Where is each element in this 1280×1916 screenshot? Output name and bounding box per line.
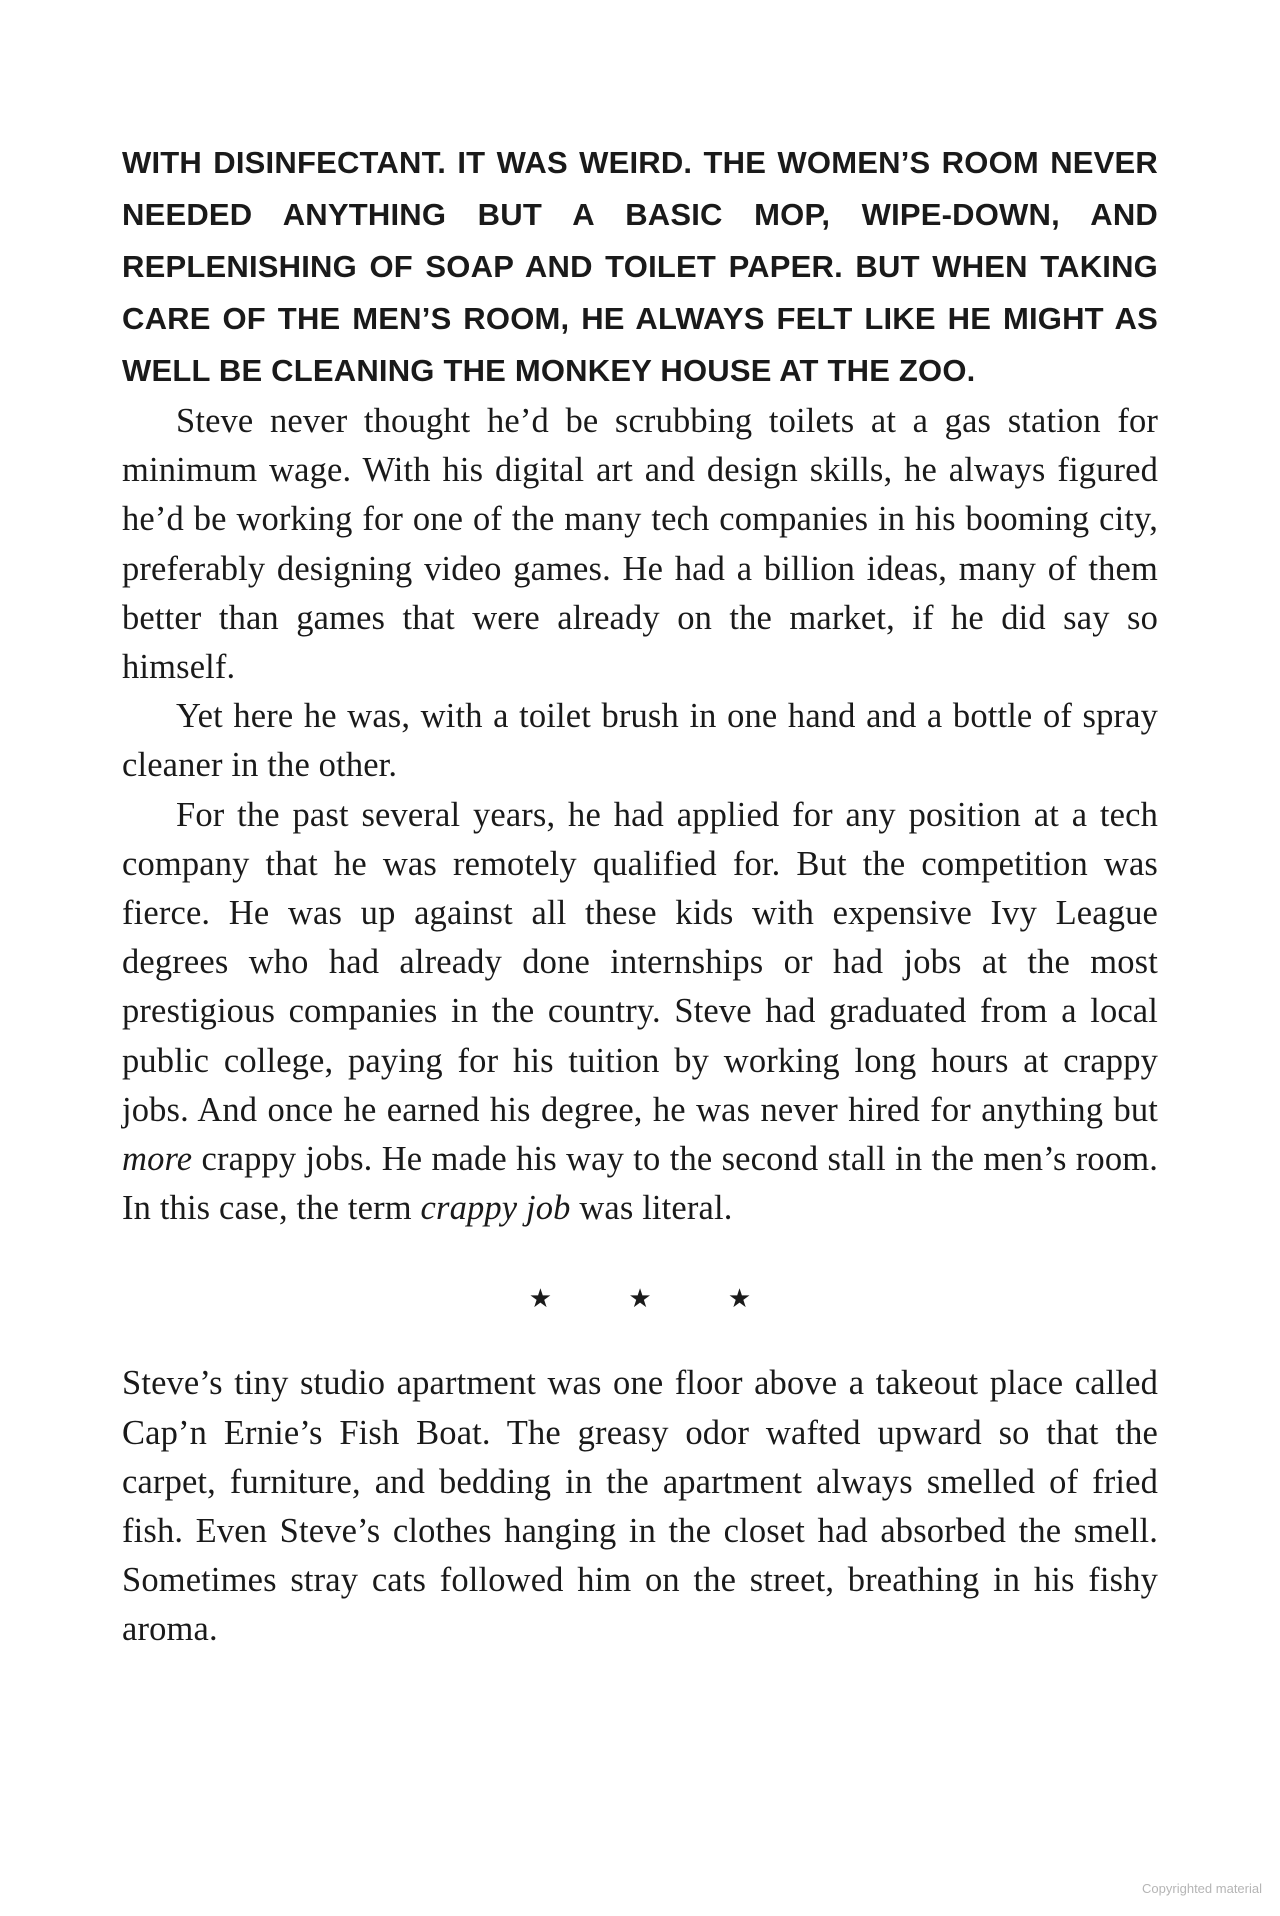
section-break-stars: ★ ★ ★ [528, 1284, 786, 1315]
paragraph-3-end: crappy jobs. He made his way to the second stall in the men’s room. In this case, the term [122, 1140, 1158, 1228]
paragraph-4: Steve’s tiny studio apartment was one floor above a takeout place called Cap’n Ernie’s Fish Boat. The greasy odor wafted upward so that the carpet, furniture, and bedding in the apartment always smelled of fried fish. Even Steve’s clothes hanging in the closet had absorbed the smell. Sometimes stray cats followed him on the street, breathing in his fishy aroma. [122, 1364, 1158, 1649]
paragraph-3-emphasis-2: crappy job [420, 1189, 571, 1228]
paragraph-2: Yet here he was, with a toilet brush in one hand and a bottle of spray cleaner in the other. [122, 697, 1158, 785]
copyright-notice: Copyrighted material [1142, 1881, 1262, 1896]
paragraph-3 [122, 791, 1158, 1234]
paragraph-1: Steve never thought he’d be scrubbing toilets at a gas station for minimum wage. With his digital art and design skills, he always figured he’d be working for one of the many tech companies in his booming city, preferably designing video games. He had a billion ideas, many of them better than games that were already on the market, if he did say so himself. [122, 402, 1158, 687]
paragraph-3-tail: was literal. [570, 1189, 733, 1228]
opening-bold-text: WITH DISINFECTANT. IT WAS WEIRD. THE WOMEN’S ROOM NEVER NEEDED ANYTHING BUT A BASIC MOP, WIPE-DOWN, AND REPLENISHING OF SOAP AND TOILET PAPER. BUT WHEN TAKING CARE OF THE MEN’S ROOM, HE ALWAYS FELT LIKE HE MIGHT AS WELL BE CLEANING THE MONKEY HOUSE AT THE ZOO. [122, 145, 1158, 388]
paragraph-3-emphasis: more [122, 1140, 193, 1179]
paragraph-3-start: For the past several years, he had applied for any position at a tech company that he was remotely qualified for. But the competition was fierce. He was up against all these kids with expensive Ivy League degrees who had already done internships or had jobs at the most prestigious companies in the country. Steve had graduated from a local public college, paying for his tuition by working long hours at crappy jobs. And once he earned his degree, he was never hired for anything but [122, 795, 1158, 1129]
book-page [122, 137, 1158, 1655]
